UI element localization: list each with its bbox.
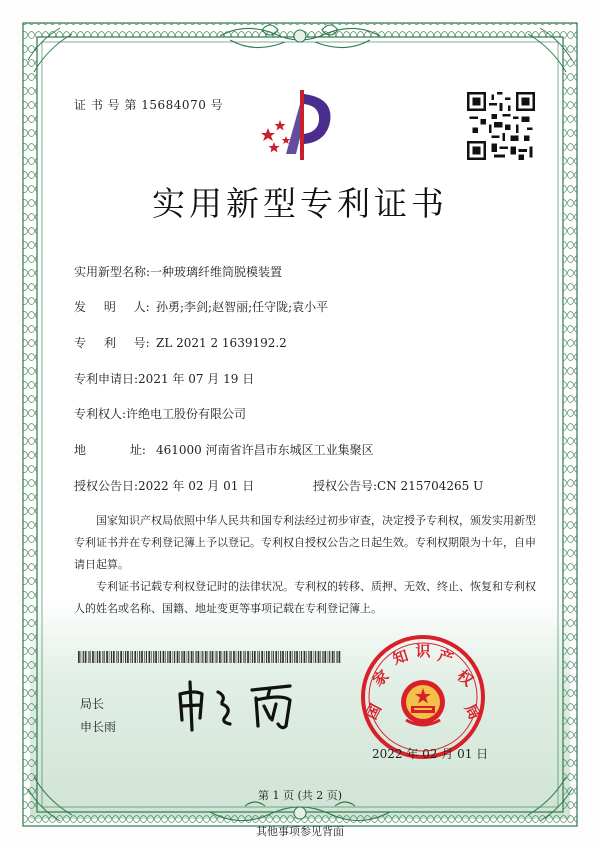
field-address — [74, 441, 374, 458]
field-label: 专 利 号: — [74, 336, 150, 350]
field-label: 发 明 人: — [74, 300, 150, 314]
field-patentee — [74, 405, 246, 422]
field-label: 专利申请日: — [74, 372, 139, 386]
field-value: 许绝电工股份有限公司 — [126, 407, 247, 421]
signatory-title: 局长 — [80, 697, 105, 711]
field-label: 实用新型名称: — [74, 265, 151, 279]
field-grant-date — [74, 477, 254, 494]
page-number: 第 1 页 (共 2 页) — [257, 789, 343, 802]
grant-statement-paragraph: 国家知识产权局依照中华人民共和国专利法经过初步审查，决定授予专利权，颁发实用新型专利证书并在专利登记簿上予以登记。专利权自授权公告之日起生效。专利权期限为十年，自申请日起算。 — [74, 514, 536, 571]
certificate-title: 实用新型专利证书 — [152, 184, 448, 223]
field-value: 461000 河南省许昌市东城区工业集聚区 — [156, 443, 374, 457]
field-utility-model-name — [74, 263, 282, 280]
barcode-icon — [78, 651, 343, 663]
field-label: 授权公告号: — [313, 479, 378, 493]
certificate-number: 证 书 号 第 15684070 号 — [74, 98, 224, 112]
field-value: CN 215704265 U — [377, 479, 484, 493]
svg-text:知: 知 — [390, 646, 411, 669]
cnipa-logo-icon — [256, 84, 336, 168]
footer-note: 其他事项参见背面 — [256, 825, 344, 838]
field-value: 2022 年 02 月 01 日 — [138, 479, 255, 493]
qr-code-icon — [467, 92, 535, 160]
field-value: 一种玻璃纤维筒脱模装置 — [150, 265, 283, 279]
field-label: 授权公告日: — [74, 479, 139, 493]
field-grant-number — [313, 477, 483, 494]
svg-text:产: 产 — [435, 646, 456, 669]
signatory-name: 申长雨 — [80, 720, 117, 734]
handwritten-signature — [172, 674, 312, 734]
field-label: 专利权人: — [74, 407, 127, 421]
seal-date: 2022 年 02 月 01 日 — [372, 747, 489, 761]
legal-status-paragraph: 专利证书记载专利权登记时的法律状况。专利权的转移、质押、无效、终止、恢复和专利权人的姓名或名称、国籍、地址变更等事项记载在专利登记簿上。 — [74, 580, 536, 615]
field-value: ZL 2021 2 1639192.2 — [156, 336, 287, 350]
svg-text:家: 家 — [369, 666, 393, 690]
svg-text:权: 权 — [453, 666, 477, 690]
svg-text:局: 局 — [460, 700, 484, 723]
field-filing-date — [74, 370, 254, 387]
field-value: 2021 年 07 月 19 日 — [138, 372, 255, 386]
svg-text:国: 国 — [362, 700, 386, 723]
field-label: 地 址: — [74, 443, 146, 457]
svg-text:识: 识 — [415, 642, 431, 660]
field-patent-number — [74, 334, 287, 351]
official-seal-icon — [358, 632, 488, 762]
field-inventors — [74, 298, 328, 315]
field-value: 孙勇;李剑;赵智丽;任守陇;袁小平 — [156, 300, 329, 314]
